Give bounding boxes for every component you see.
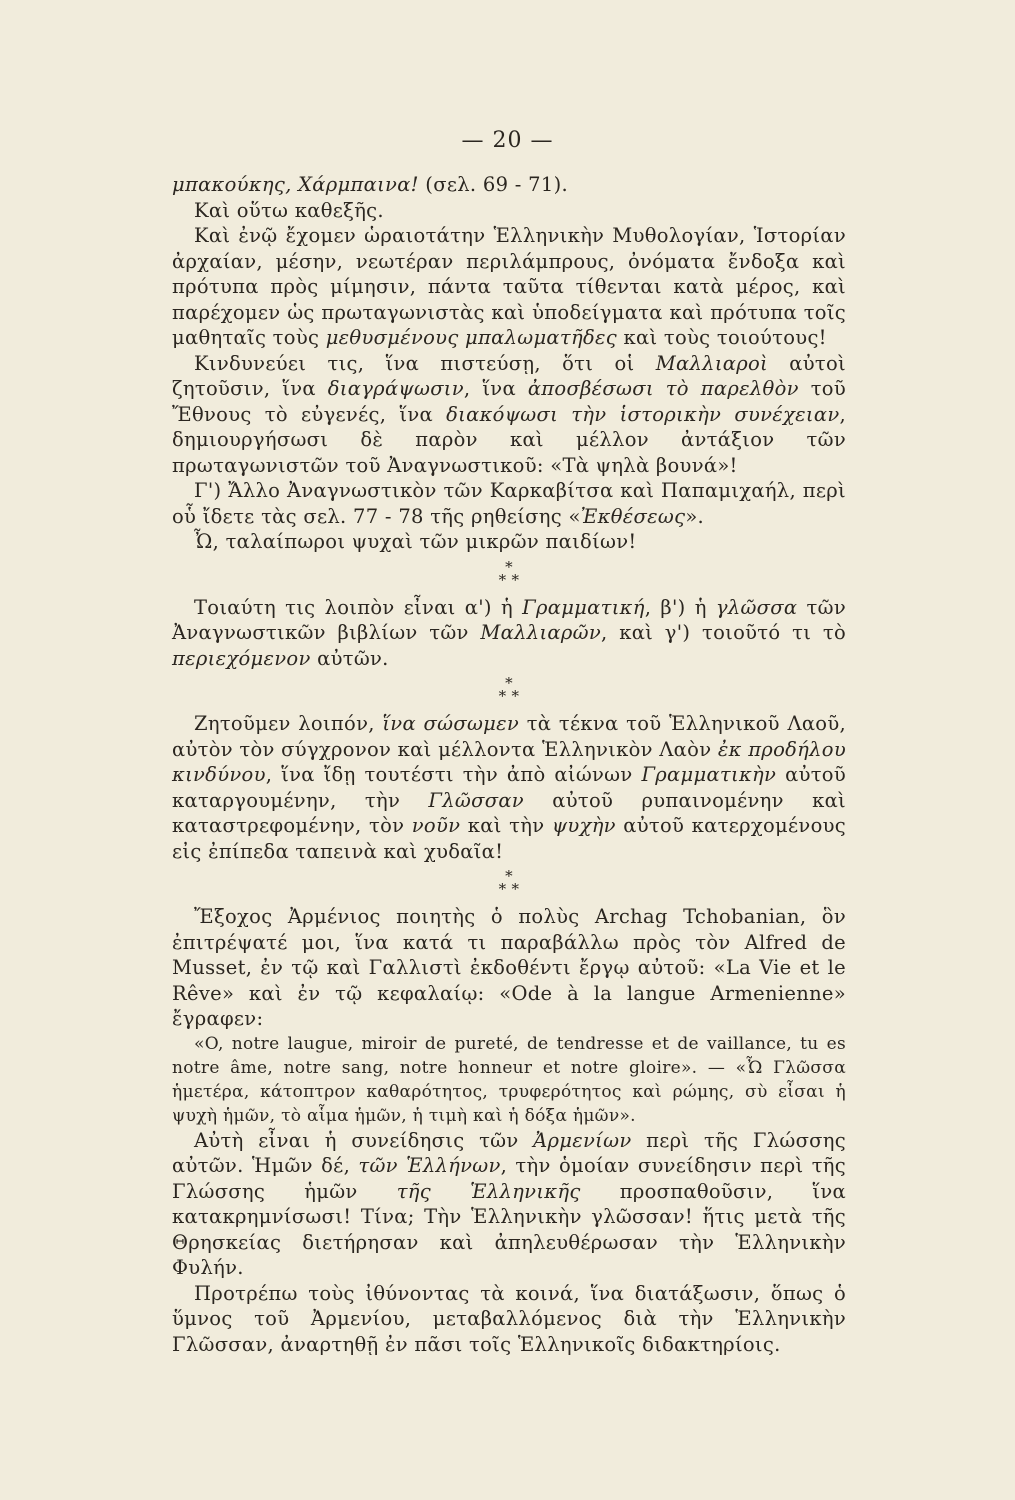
- text-run: , δημιουργήσωσι δὲ παρὸν καὶ μέλλον ἀντάξιον τῶν πρωταγωνιστῶν τοῦ Ἀναγνωστικοῦ: «Τὰ ψηλὰ βουνά»!: [172, 402, 846, 477]
- star-ornament-row: * *: [498, 570, 520, 589]
- italic-text: διαγράψωσιν: [327, 377, 464, 400]
- italic-text: Ἐκθέσεως: [580, 504, 686, 528]
- italic-text: ἐκ προδήλου κινδύνου: [172, 737, 846, 786]
- italic-text: γλῶσσα: [715, 595, 798, 619]
- italic-text: Ἀρμενίων: [533, 1128, 632, 1152]
- text-run: Κινδυνεύει τις, ἵνα πιστεύσῃ, ὅτι οἱ: [194, 351, 656, 375]
- italic-text: τῆς Ἑλληνικῆς: [396, 1179, 581, 1203]
- paragraph-11: [172, 1128, 846, 1281]
- paragraph-3: [172, 223, 846, 351]
- paragraph-7: [172, 595, 846, 672]
- text-run: Αὐτὴ εἶναι ἡ συνείδησις τῶν: [194, 1128, 534, 1152]
- text-run: , τὴν ὁμοίαν συνείδησιν περὶ τῆς Γλώσσης ἡμῶν: [172, 1154, 846, 1203]
- text-run: ».: [685, 504, 705, 528]
- italic-text: Γλῶσσαν: [428, 788, 524, 812]
- italic-text: ἀποσβέσωσι τὸ παρελθὸν: [527, 377, 799, 400]
- text-run: προσπαθοῦσιν, ἵνα κατακρημνίσωσι! Τίνα; Τὴν Ἑλληνικὴν γλῶσσαν! ἥτις μετὰ τῆς Θρησκείας διετήρησαν καὶ ἀπηλευθέρωσαν τὴν Ἑλληνικὴν Φυλήν.: [172, 1179, 846, 1279]
- text-run: αὐτῶν.: [310, 646, 389, 670]
- star-ornament-row: * *: [498, 880, 520, 898]
- section-divider-2: [172, 674, 846, 705]
- paragraph-4: [172, 351, 846, 479]
- text-run: Καὶ ἐνῷ ἔχομεν ὡραιοτάτην Ἑλληνικὴν Μυθολογίαν, Ἱστορίαν ἀρχαίαν, μέσην, νεωτέραν περιλάμπρους, ὀνόματα ἔνδοξα καὶ πρότυπα πρὸς μίμησιν, πάντα ταῦτα τίθενται κατὰ μέρος, καὶ παρέχομεν ὡς πρωταγωνιστὰς καὶ ὑποδείγματα καὶ πρότυπα τοῖς μαθηταῖς τοὺς: [172, 224, 846, 349]
- text-run: αὐτοῦ ρυπαινομένην καὶ καταστρεφομένην, τὸν: [172, 788, 846, 837]
- italic-text: Μαλλιαροὶ: [655, 351, 768, 375]
- text-run: Γ') Ἄλλο Ἀναγνωστικὸν τῶν Καρκαβίτσα καὶ Παπαμιχαήλ, περὶ οὗ ἴδετε τὰς σελ. 77 - 78 τῆς ρηθείσης «: [172, 479, 846, 528]
- paragraph-12: Προτρέπω τοὺς ἰθύνοντας τὰ κοινά, ἵνα διατάξωσιν, ὅπως ὁ ὕμνος τοῦ Ἀρμενίου, μεταβαλλόμενος διὰ τὴν Ἑλληνικὴν Γλῶσσαν, ἀναρτηθῇ ἐν πᾶσι τοῖς Ἑλληνικοῖς διδακτηρίοις.: [172, 1281, 846, 1356]
- paragraph-1: [172, 172, 846, 198]
- section-divider-3: [172, 867, 846, 898]
- italic-text: τῶν Ἑλλήνων: [358, 1154, 501, 1177]
- quotation: «O, notre laugue, miroir de pureté, de tendresse et de vaillance, tu es notre âme, notre sang, notre honneur et notre gloire». — «Ὦ Γλῶσσα ἡμετέρα, κάτοπτρον καθαρότητος, τρυφερότητος καὶ ρώμης, σὺ εἶσαι ἡ ψυχὴ ἡμῶν, τὸ αἷμα ἡμῶν, ἡ τιμὴ καὶ ἡ δόξα ἡμῶν».: [172, 1033, 846, 1126]
- section-divider-1: [172, 557, 846, 589]
- text-run: καὶ τὴν: [460, 814, 552, 837]
- star-ornament-row: * *: [498, 687, 520, 705]
- text-run: τοῦ Ἔθνους τὸ εὐγενές, ἵνα: [172, 377, 846, 426]
- text-run: αὐτοὶ ζητοῦσιν, ἵνα: [172, 351, 846, 400]
- italic-text: νοῦν: [411, 814, 461, 837]
- text-run: , β') ἡ: [644, 595, 716, 619]
- italic-text: ψυχὴν: [551, 814, 616, 837]
- text-run: Τοιαύτη τις λοιπὸν εἶναι α') ἡ: [194, 595, 523, 619]
- text-run: τὰ τέκνα τοῦ Ἑλληνικοῦ Λαοῦ, αὐτὸν τὸν σύγχρονον καὶ μέλλοντα Ἑλληνικὸν Λαὸν: [172, 712, 846, 761]
- text-run: αὐτοῦ κατερχομένους εἰς ἐπίπεδα ταπεινὰ καὶ χυδαῖα!: [172, 814, 846, 863]
- text-run: τῶν Ἀναγνωστικῶν βιβλίων τῶν: [172, 595, 846, 644]
- paragraph-2: Καὶ οὕτω καθεξῆς.: [194, 198, 384, 222]
- italic-text: Γραμματικὴν: [641, 763, 777, 786]
- page-text-block: [172, 172, 846, 1357]
- italic-text: μεθυσμένους μπαλωματῆδες: [325, 326, 617, 349]
- text-run: (σελ. 69 - 71).: [418, 173, 569, 196]
- text-run: καὶ τοὺς τοιούτους!: [617, 326, 827, 349]
- text-run: , ἵνα: [463, 377, 528, 400]
- star-ornament: *: [505, 867, 513, 885]
- italic-text: περιεχόμενον: [172, 646, 311, 670]
- text-run: αὐτοῦ καταργουμένην, τὴν: [172, 763, 847, 812]
- italic-text: Μαλλιαρῶν: [480, 621, 601, 644]
- text-run: , ἵνα ἴδῃ τουτέστι τὴν ἀπὸ αἰώνων: [265, 763, 642, 786]
- page-number: — 20 —: [461, 128, 554, 153]
- text-run: , καὶ γ') τοιοῦτό τι τὸ: [601, 621, 846, 644]
- text-run: Ζητοῦμεν λοιπόν,: [194, 712, 383, 735]
- paragraph-6: Ὦ, ταλαίπωροι ψυχαὶ τῶν μικρῶν παιδίων!: [194, 530, 637, 553]
- italic-text: διακόψωσι τὴν ἱστορικὴν συνέχειαν: [446, 402, 840, 426]
- paragraph-8: [172, 711, 846, 864]
- paragraph-9: Ἔξοχος Ἀρμένιος ποιητὴς ὁ πολὺς Archag Tchobanian, ὃν ἐπιτρέψατέ μοι, ἵνα κατά τι παραβάλλω πρὸς τὸν Alfred de Musset, ἐν τῷ καὶ Γαλλιστὶ ἐκδοθέντι ἔργῳ αὐτοῦ: «La Vie et le Rêve» καὶ ἐν τῷ κεφαλαίῳ: «Ode à la langue Armenienne» ἔγραφεν:: [172, 905, 846, 1030]
- paragraph-5: [172, 478, 846, 529]
- italic-text: μπακούκης, Χάρμπαινα!: [172, 173, 419, 196]
- star-ornament: *: [505, 674, 513, 692]
- italic-text: Γραμματική: [522, 595, 645, 619]
- italic-text: ἵνα σώσωμεν: [382, 712, 520, 735]
- text-run: περὶ τῆς Γλώσσης αὐτῶν. Ἡμῶν δέ,: [172, 1128, 846, 1177]
- star-ornament: *: [505, 557, 513, 576]
